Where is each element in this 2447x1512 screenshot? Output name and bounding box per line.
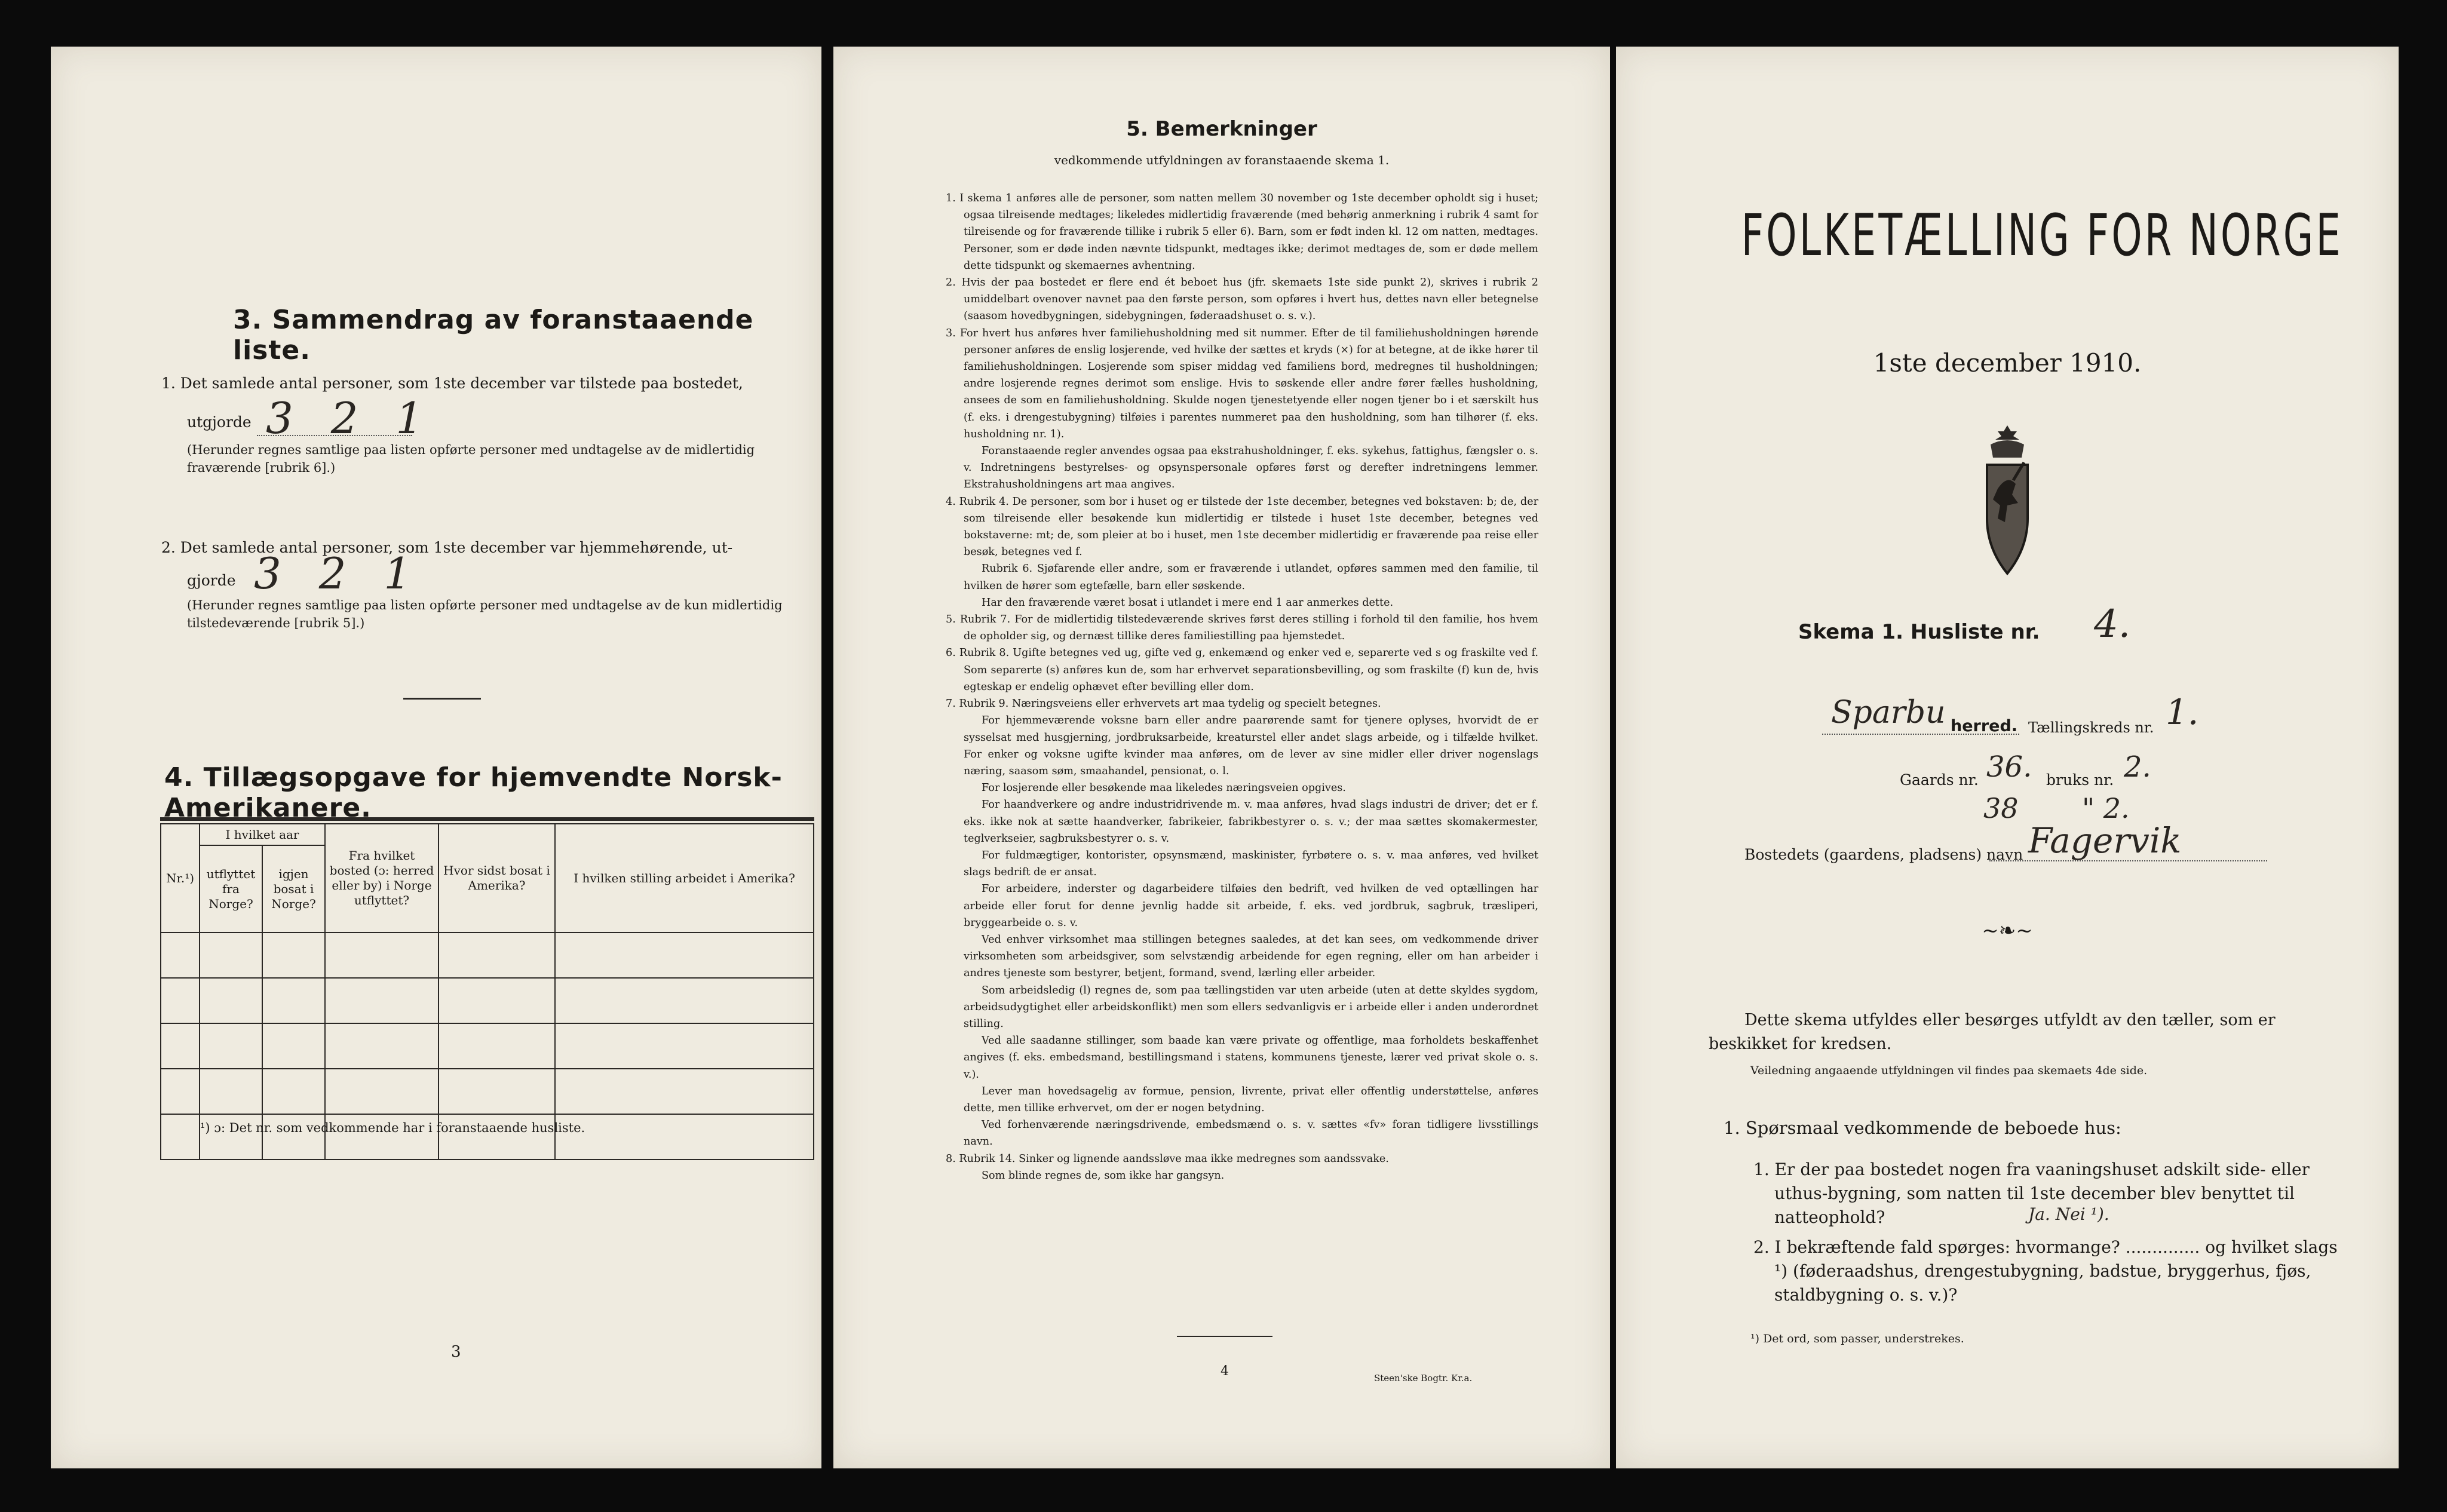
table-cell [161,1114,200,1160]
item1-dotline [257,435,412,436]
bruks-label: bruks nr. [2046,771,2114,789]
th-col5: I hvilken stilling arbeidet i Amerika? [555,824,814,933]
item2-note: (Herunder regnes samtlige paa listen opførte personer med undtagelse av de kun midlertidig tilstedeværende [rubrik 5].) [187,598,783,630]
remark-paragraph: Har den fraværende været bosat i utlandet i mere end 1 aar anmerkes dette. [982,596,1394,609]
item2-text: 2. Det samlede antal personer, som 1ste december var hjemmehørende, ut- [161,539,733,556]
schema-label: Skema 1. Husliste nr. [1798,620,2040,644]
remark-paragraph: For hjemmeværende voksne barn eller andre paarørende samt for tjenere oplyses, hvorvidt de er sysselsat med husgjerning, jordbruksarbeide, kreaturstel eller andet slags arbeide, og i tilfælde hvilket. For enker og voksne ugifte kvinder maa anføres, om de lever av sine midler eller driver nogenslags næring, saasom søm, smaahandel, pensionat, o. l. [964,714,1538,777]
th-col2: igjen bosat i Norge? [262,845,325,933]
husliste-number: 4. [2094,602,2131,646]
page-number-4: 4 [1221,1364,1229,1379]
right-page [1616,47,2399,1468]
bosted-value: Fagervik [2028,820,2182,861]
remark-paragraph: Ved alle saadanne stillinger, som baade kan være private og offentlige, maa forholdets beskaffenhet angives (f. eks. embedsmand, bestillingsmand i statens, kommunens tjeneste, lærer ved privat skole o. s. v.). [964,1035,1538,1081]
remarks-subtitle: vedkommende utfyldningen av foranstaaende skema 1. [1054,153,1390,167]
th-col3: Fra hvilket bosted (ɔ: herred eller by) i Norge utflyttet? [325,824,439,933]
remark-paragraph: For haandverkere og andre industridrivende m. v. maa anføres, hvad slags industri de driver; det er f. eks. ikke nok at sætte haandverker, fabrikeier, fabrikbestyrer o. s. v.; der maa sættes skomakermester, teglverkseier, sagbruksbestyrer o. s. v. [964,799,1538,845]
divider [403,698,481,700]
info-text: Dette skema utfyldes eller besørges utfyldt av den tæller, som er beskikket for kredsen. [1709,1011,2276,1053]
gaards-label: Gaards nr. [1900,771,1979,789]
th-group: I hvilket aar [200,824,325,845]
bruks-value: 2. [2124,750,2151,784]
left-page [51,47,821,1468]
ornament: ~❧~ [1982,919,2033,943]
remark-paragraph: 8. Rubrik 14. Sinker og lignende aandssløve maa ikke medregnes som aandssvake. [946,1152,1389,1165]
remarks-title: 5. Bemerkninger [1126,117,1317,141]
th-col1: utflyttet fra Norge? [200,845,262,933]
item1-note: (Herunder regnes samtlige paa listen opførte personer med undtagelse av de midlertidig fraværende [rubrik 6].) [187,443,755,475]
section4-title: 4. Tillægsopgave for hjemvendte Norsk-Amerikanere. [164,762,783,823]
q1-1-answer: Ja. Nei ¹). [2028,1204,2109,1224]
middle-page [833,47,1610,1468]
remark-paragraph: 7. Rubrik 9. Næringsveiens eller erhvervets art maa tydelig og specielt betegnes. [946,698,1381,710]
table-cell [161,933,200,978]
table-cell [161,1023,200,1069]
bruks-value-2: " 2. [2082,792,2130,824]
remark-paragraph: Som blinde regnes de, som ikke har gangsyn. [982,1169,1225,1182]
info-small: Veiledning angaaende utfyldningen vil findes paa skemaets 4de side. [1750,1064,2148,1077]
page-number-3: 3 [451,1343,461,1361]
coat-of-arms-icon [1977,423,2037,578]
item1-value: 3 2 1 [266,393,436,443]
bosted-label: Bostedets (gaardens, pladsens) navn [1744,846,2023,863]
remark-paragraph: For fuldmægtiger, kontorister, opsynsmænd, maskinister, fyrbøtere o. s. v. maa anføres, ved hvilket slags bedrift de er ansat. [964,849,1538,879]
main-title: FOLKETÆLLING FOR NORGE [1741,202,2343,269]
remarks-divider [1177,1336,1272,1337]
remark-paragraph: Lever man hovedsagelig av formue, pension, livrente, privat eller offentlig understøttelse, anføres dette, men tillike erhvervet, om der er nogen betydning. [964,1085,1538,1114]
kreds-value: 1. [2166,692,2199,732]
table-cell [161,978,200,1023]
remark-paragraph: Ved enhver virksomhet maa stillingen betegnes saaledes, at det kan sees, om vedkommende driver virksomheten som arbeidsgiver, som selvstændig arbeidende for egen regning, eller om han arbeider i andres tjeneste som bestyrer, betjent, formand, svend, lærling eller arbeider. [964,933,1538,980]
q1-2: 2. I bekræftende fald spørges: hvormange? .............. og hvilket slags ¹) (føderaadshus, drengestubygning, badstue, bryggerhus, fjøs, staldbygning o. s. v.)? [1753,1237,2338,1305]
table-cell [161,1069,200,1114]
item1-prefix: utgjorde [187,413,252,431]
remark-paragraph: For losjerende eller besøkende maa likeledes næringsveien opgives. [982,782,1346,795]
remark-paragraph: 5. Rubrik 7. For de midlertidig tilstedeværende skrives først deres stilling i forhold til den familie, hos hvem de opholder sig, og dernæst tillike deres familiestilling paa hjemstedet. [946,614,1538,643]
table-top-rule [160,817,814,821]
remarks-body [941,190,1538,1184]
remark-paragraph: 3. For hvert hus anføres hver familiehusholdning med sit nummer. Efter de til familiehusholdningen hørende personer anføres de enslig losjerende, ved hvilke der sættes et kryds (×) for at betegne, at de ikke hører til familiehusholdningen. Losjerende som spiser middag ved familiens bord, medregnes til husholdningen; andre losjerende regnes derimot som enslige. Hvis to søskende eller andre fører fælles husholdning, ansees de som en familiehusholdning. Skulde nogen tjenestetyende eller nogen tjener bo i et særskilt hus (f. eks. i drengestubygning) tilføies i parentes nummeret paa den husholdning, som han tilhører (f. eks. husholdning nr. 1). [946,327,1538,440]
remark-paragraph: Ved forhenværende næringsdrivende, embedsmænd o. s. v. sættes «fv» foran tidligere livsstillings navn. [964,1119,1538,1148]
remark-paragraph: For arbeidere, inderster og dagarbeidere tilføies den bedrift, ved hvilken de ved optællingen har arbeide eller forut for denne jevnlig hadde sit arbeide, f. eks. ved jordbruk, sagbruk, træsliperi, bryggearbeide o. s. v. [964,883,1538,929]
printer-mark: Steen'ske Bogtr. Kr.a. [1374,1373,1473,1384]
remark-paragraph: 6. Rubrik 8. Ugifte betegnes ved ug, gifte ved g, enkemænd og enker ved e, separerte ved s og fraskilte ved f. Som separerte (s) anføres kun de, som har erhvervet separationsbevilling, og som fraskilte (f) kun de, hvis egteskap er endelig ophævet efter bevilling eller dom. [946,647,1538,693]
gaards-value-2: 38 [1983,792,2019,824]
remark-paragraph: Som arbeidsledig (l) regnes de, som paa tællingstiden var uten arbeide (uten at dette skyldes sygdom, arbeidsudygtighet eller arbeidskonflikt) men som ellers sedvanligvis er i arbeide eller i anden underordnet stilling. [964,984,1538,1030]
item2-prefix: gjorde [187,572,236,589]
item1-text: 1. Det samlede antal personer, som 1ste december var tilstede paa bostedet, [161,375,743,392]
tillaeg-table [160,823,814,1160]
th-col4: Hvor sidst bosat i Amerika? [439,824,555,933]
q1-title: 1. Spørsmaal vedkommende de beboede hus: [1724,1118,2121,1138]
herred-value: Sparbu [1831,695,1946,731]
bosted-dotline [1989,860,2267,861]
right-footnote: ¹) Det ord, som passer, understrekes. [1750,1332,1964,1345]
gaards-value: 36. [1986,750,2032,784]
th-nr: Nr.¹) [161,824,200,933]
remark-paragraph: 4. Rubrik 4. De personer, som bor i huset og er tilstede der 1ste december, betegnes ved bokstaven: b; de, der som tilreisende eller besøkende kun midlertidig er tilstede i huset 1ste december, betegnes ved bokstaverne: mt; de, som pleier at bo i huset, men 1ste december midlertidig er fraværende paa reise eller besøk, betegnes ved f. [946,495,1538,559]
remark-paragraph: Rubrik 6. Sjøfarende eller andre, som er fraværende i utlandet, opføres sammen med den familie, til hvilken de hører som egtefælle, barn eller søskende. [964,563,1538,592]
remark-paragraph: Foranstaaende regler anvendes ogsaa paa ekstrahusholdninger, f. eks. sykehus, fattighus, fængsler o. s. v. Indretningens bestyrelses- og opsynspersonale opføres først og derefter indretningens lemmer. Ekstrahusholdningens art maa angives. [964,445,1538,491]
remark-paragraph: 2. Hvis der paa bostedet er flere end ét beboet hus (jfr. skemaets 1ste side punkt 2), skrives i rubrik 2 umiddelbart ovenover navnet paa den første person, som opføres i hvert hus, dettes navn eller betegnelse (saasom hovedbygningen, sidebygningen, føderaadshuset o. s. v.). [946,277,1538,323]
q1-1: 1. Er der paa bostedet nogen fra vaaningshuset adskilt side- eller uthus-bygning, som natten til 1ste december blev benyttet til natteophold? [1753,1160,2310,1227]
kreds-label: Tællingskreds nr. [2028,719,2154,736]
herred-label: herred. [1951,717,2018,735]
table-footnote: ¹) ɔ: Det nr. som vedkommende har i foranstaaende husliste. [200,1121,585,1135]
census-date: 1ste december 1910. [1873,348,2142,378]
item2-value: 3 2 1 [254,548,424,599]
section3-title: 3. Sammendrag av foranstaaende liste. [233,305,754,366]
remark-paragraph: 1. I skema 1 anføres alle de personer, som natten mellem 30 november og 1ste december opholdt sig i huset; ogsaa tilreisende medtages; likeledes midlertidig fraværende (med behørig anmerkning i rubrik 4 samt for tilreisende og for fraværende tillike i rubrik 5 eller 6). Barn, som er født inden kl. 12 om natten, medtages. Personer, som er døde inden nævnte tidspunkt, medtages ikke; derimot medtages de, som er døde mellem dette tidspunkt og skemaernes avhentning. [946,192,1538,272]
